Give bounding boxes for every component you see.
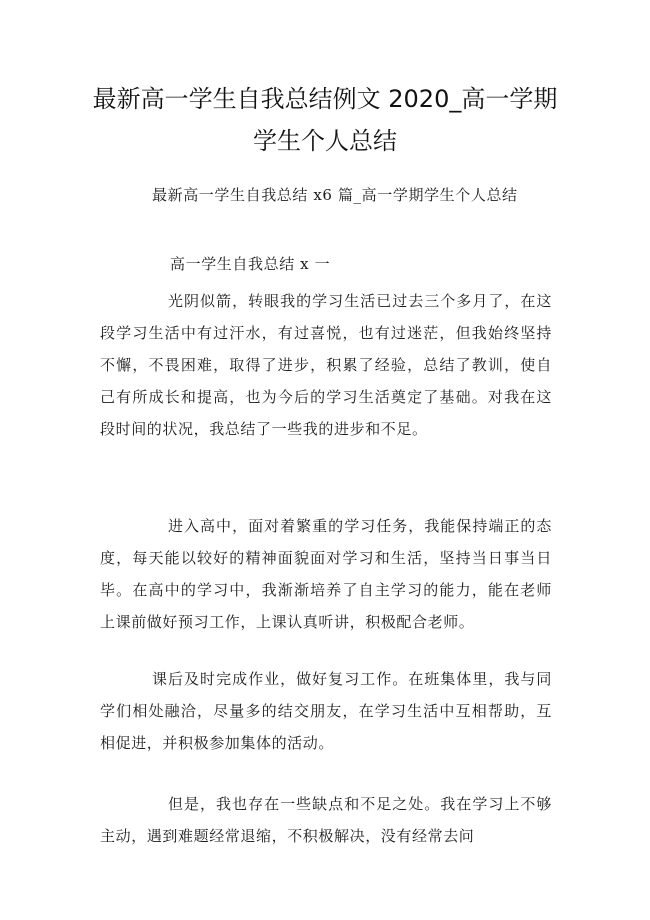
- body-paragraph: 课后及时完成作业，做好复习工作。在班集体里，我与同学们相处融洽，尽量多的结交朋友，在学习生活中互相帮助，互相促进，并积极参加集体的活动。: [100, 670, 552, 752]
- body-paragraph: 光阴似箭，转眼我的学习生活已过去三个多月了，在这段学习生活中有过汗水，有过喜悦，也有过迷茫，但我始终坚持不懈，不畏困难，取得了进步，积累了经验，总结了教训，使自己有所成长和提高，也为今后的学习生活奠定了基础。对我在这段时间的状况，我总结了一些我的进步和不足。: [100, 292, 552, 438]
- document-title-line-1: 最新高一学生自我总结例文 2020_高一学期: [92, 85, 558, 113]
- document-subtitle: 最新高一学生自我总结 x6 篇_高一学期学生个人总结: [152, 186, 518, 204]
- body-paragraph: 进入高中，面对着繁重的学习任务，我能保持端正的态度，每天能以较好的精神面貌面对学习和生活，坚持当日事当日毕。在高中的学习中，我渐渐培养了自主学习的能力，能在老师上课前做好预习工作，上课认真听讲，积极配合老师。: [100, 517, 552, 631]
- body-paragraph: 但是，我也存在一些缺点和不足之处。我在学习上不够主动，遇到难题经常退缩，不积极解决，没有经常去问: [100, 795, 552, 845]
- section-heading: 高一学生自我总结 x 一: [170, 255, 331, 273]
- document-title-line-2: 学生个人总结: [253, 127, 397, 155]
